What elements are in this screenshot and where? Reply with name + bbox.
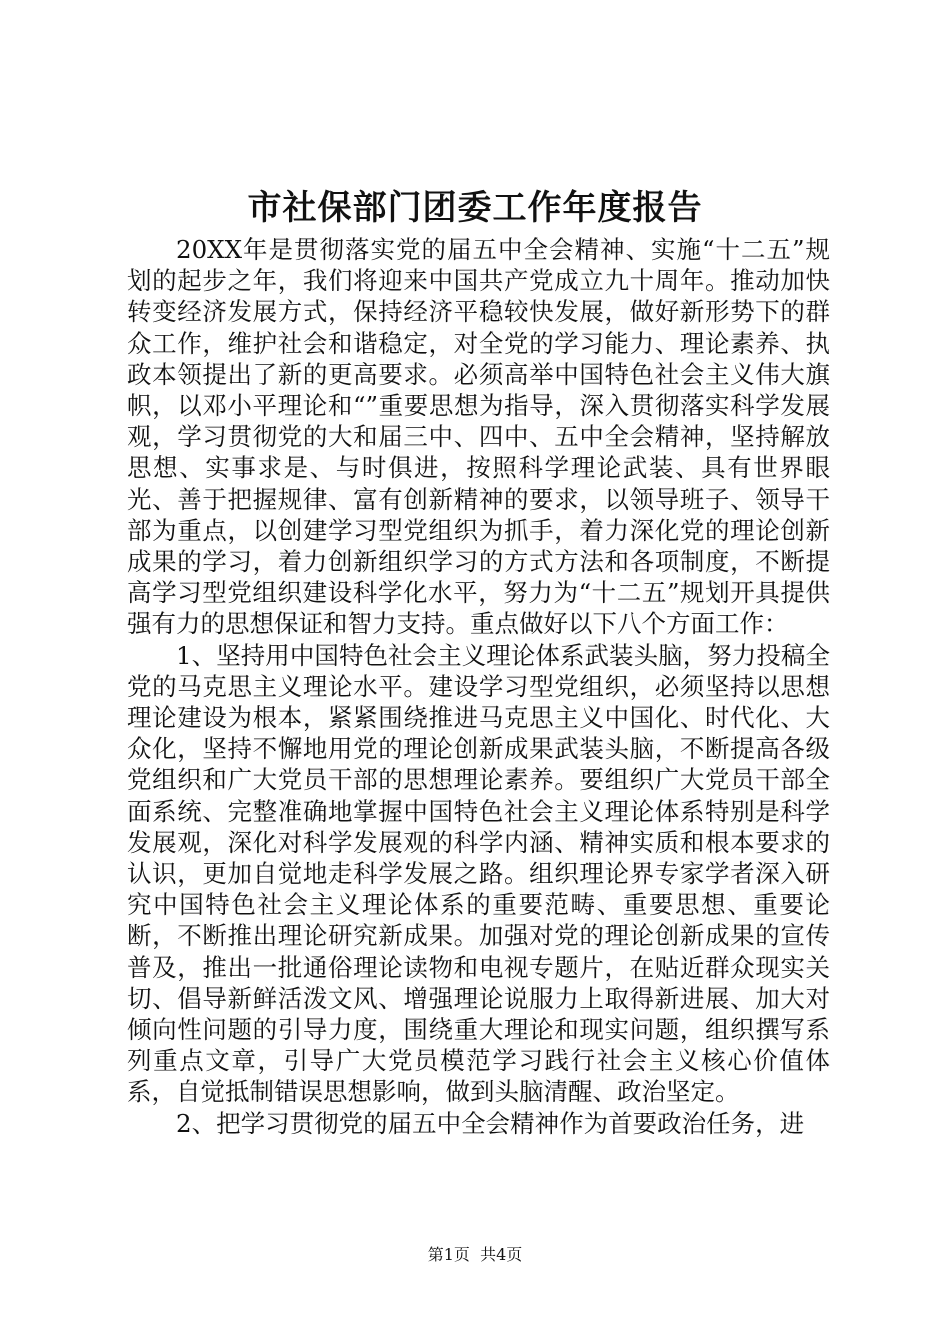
paragraph-item-1: 1、坚持用中国特色社会主义理论体系武装头脑，努力投稿全党的马克思主义理论水平。建设学习型党组织，必须坚持以思想理论建设为根本，紧紧围绕推进马克思主义中国化、时代化、大众化，坚持不懈地用党的理论创新成果武装头脑，不断提高各级党组织和广大党员干部的思想理论素养。要组织广大党员干部全面系统、完整准确地掌握中国特色社会主义理论体系特别是科学发展观，深化对科学发展观的科学内涵、精神实质和根本要求的认识，更加自觉地走科学发展之路。组织理论界专家学者深入研究中国特色社会主义理论体系的重要范畴、重要思想、重要论断，不断推出理论研究新成果。加强对党的理论创新成果的宣传普及，推出一批通俗理论读物和电视专题片，在贴近群众现实关切、倡导新鲜活泼文风、增强理论说服力上取得新进展、加大对倾向性问题的引导力度，围绕重大理论和现实问题，组织撰写系列重点文章，引导广大党员模范学习践行社会主义核心价值体系，自觉抵制错误思想影响，做到头脑清醒、政治坚定。 (127, 640, 830, 1107)
page-number: 第1页 (427, 1245, 470, 1264)
paragraph-item-2: 2、把学习贯彻党的届五中全会精神作为首要政治任务，进 (176, 1108, 805, 1138)
paragraph-intro: 20XX年是贯彻落实党的届五中全会精神、实施“十二五”规划的起步之年，我们将迎来中国共产党成立九十周年。推动加快转变经济发展方式，保持经济平稳较快发展，做好新形势下的群众工作，维护社会和谐稳定，对全党的学习能力、理论素养、执政本领提出了新的更高要求。必须高举中国特色社会主义伟大旗帜，以邓小平理论和“”重要思想为指导，深入贯彻落实科学发展观，学习贯彻党的大和届三中、四中、五中全会精神，坚持解放思想、实事求是、与时俱进，按照科学理论武装、具有世界眼光、善于把握规律、富有创新精神的要求，以领导班子、领导干部为重点，以创建学习型党组织为抓手，着力深化党的理论创新成果的学习，着力创新组织学习的方式方法和各项制度，不断提高学习型党组织建设科学化水平，努力为“十二五”规划开具提供强有力的思想保证和智力支持。重点做好以下八个方面工作： (127, 235, 830, 639)
document-body (127, 234, 830, 1139)
page-footer (0, 1243, 950, 1267)
page-total: 共4页 (480, 1245, 523, 1264)
document-title: 市社保部门团委工作年度报告 (247, 188, 703, 228)
